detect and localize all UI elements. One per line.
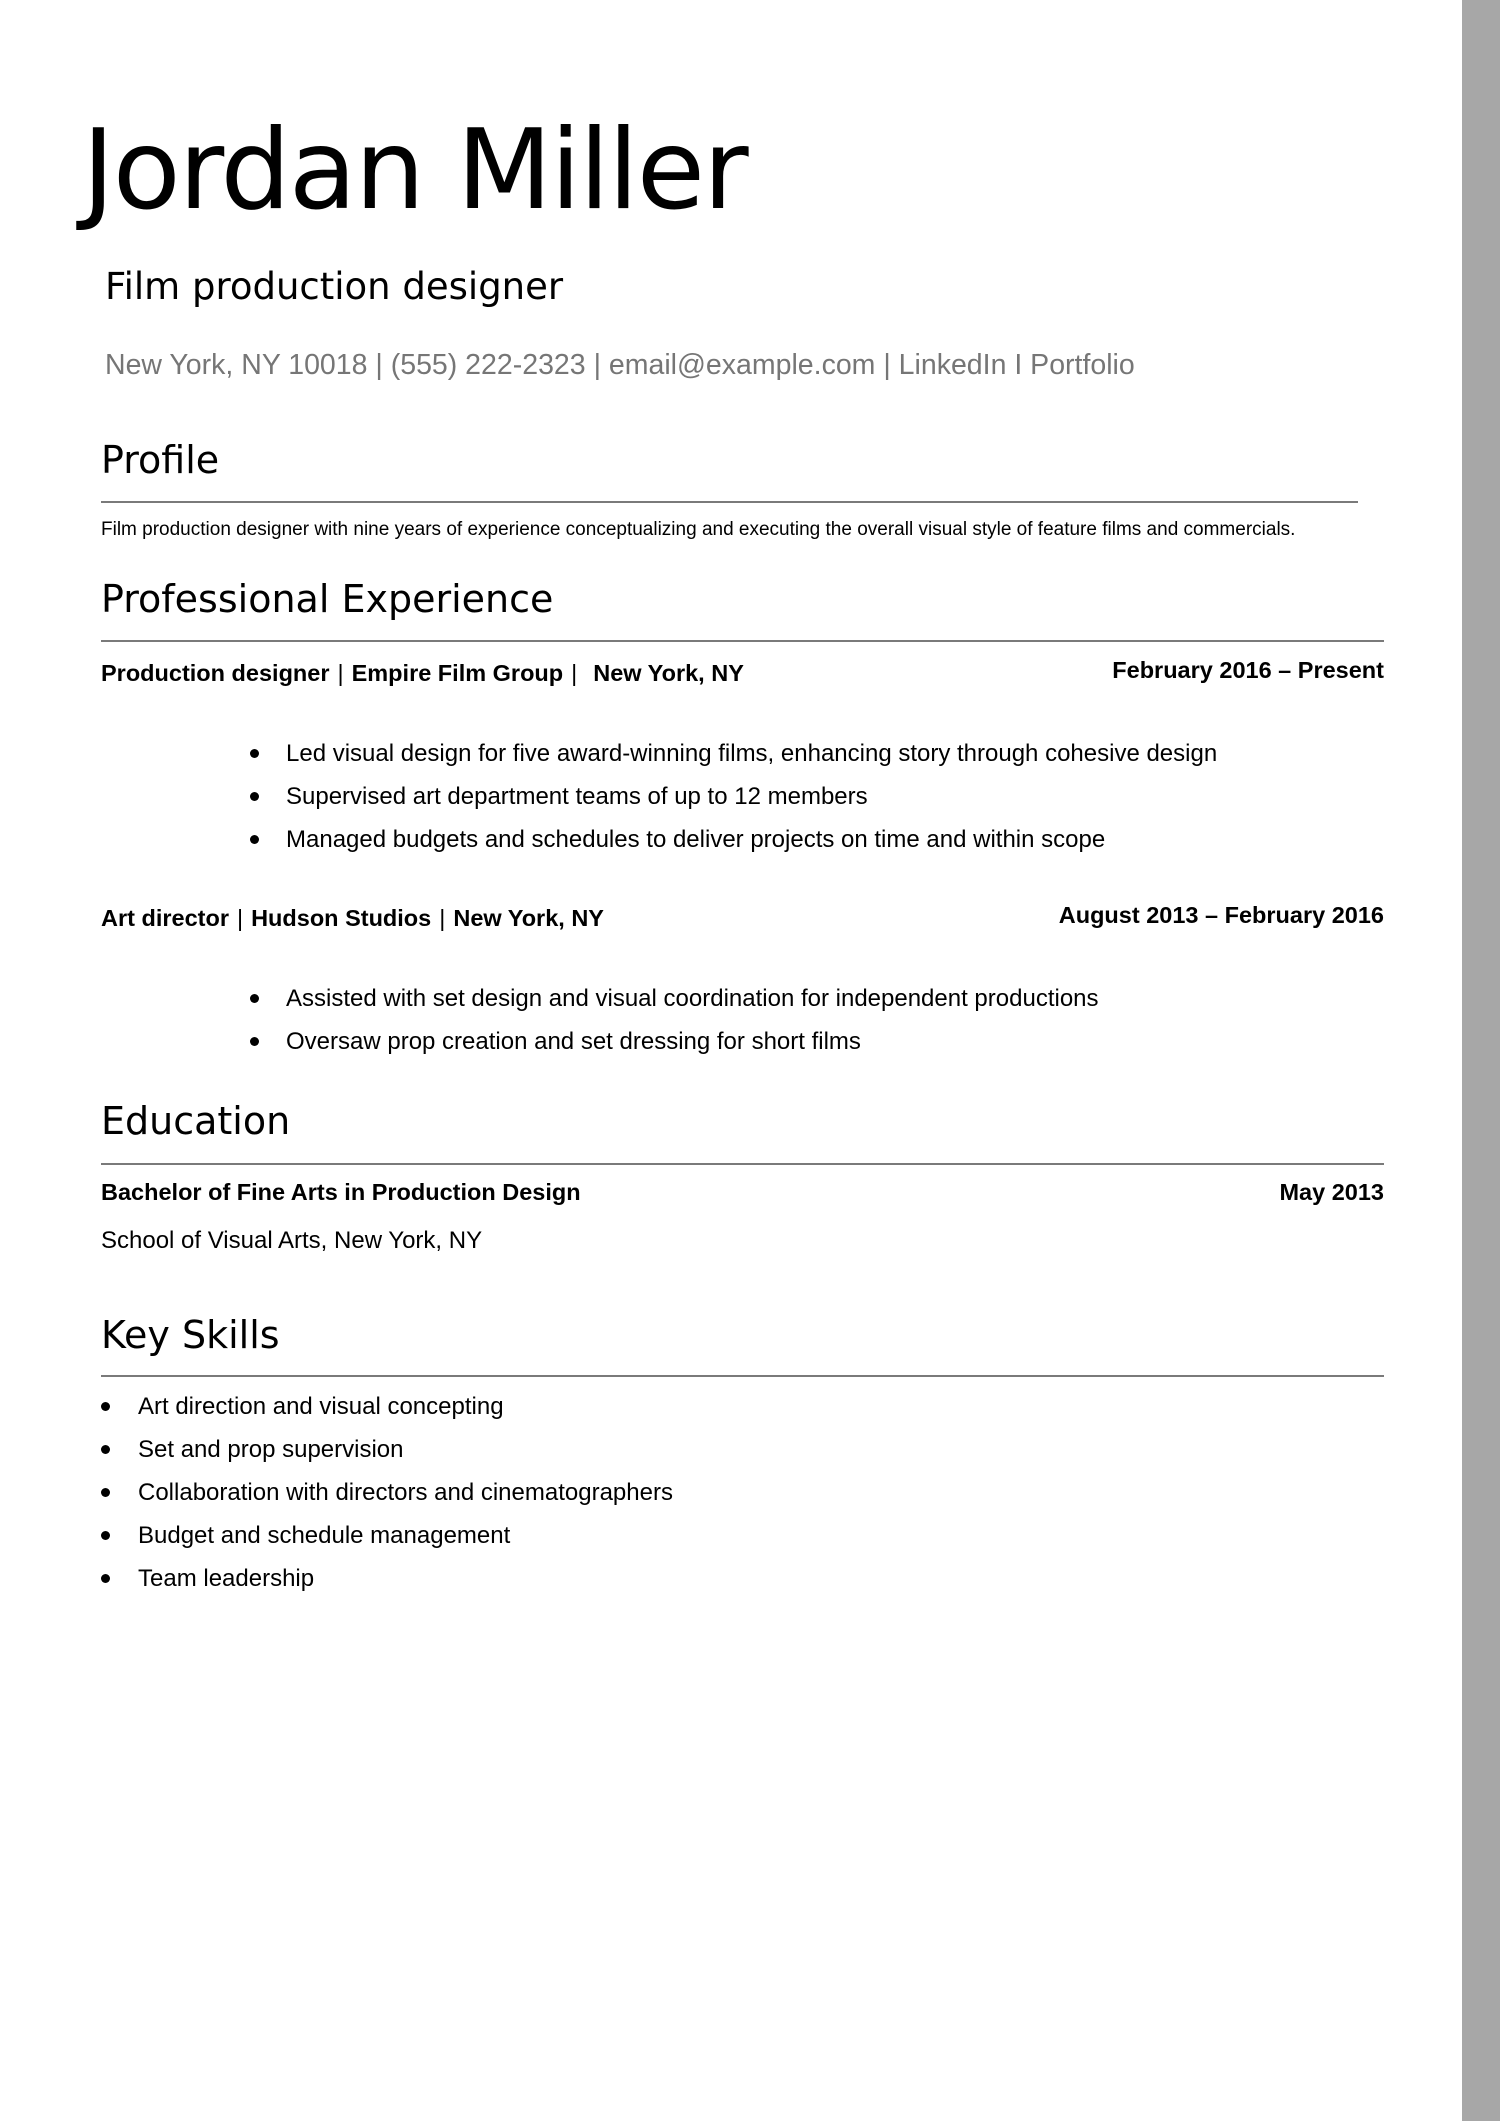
bullet-dot bbox=[101, 1488, 110, 1497]
skill-text: Collaboration with directors and cinematographers bbox=[138, 1479, 673, 1506]
bullet-dot bbox=[250, 792, 259, 801]
skill-text: Team leadership bbox=[138, 1565, 315, 1592]
contact-separator: | bbox=[883, 349, 891, 381]
list-item bbox=[101, 1438, 673, 1481]
bullet-text: Assisted with set design and visual coordination for independent productions bbox=[286, 985, 1099, 1012]
list-item bbox=[250, 785, 1217, 828]
job-heading bbox=[101, 662, 744, 686]
list-item bbox=[101, 1481, 673, 1524]
list-item bbox=[250, 1030, 1099, 1073]
job-location: New York, NY bbox=[453, 905, 604, 931]
contact-separator: | bbox=[375, 349, 383, 381]
skill-text: Art direction and visual concepting bbox=[138, 1393, 504, 1420]
bullet-text: Supervised art department teams of up to 12 members bbox=[286, 783, 868, 810]
section-divider bbox=[101, 640, 1384, 642]
bullet-text: Managed budgets and schedules to deliver projects on time and within scope bbox=[286, 826, 1106, 853]
section-title-education: Education bbox=[101, 1099, 291, 1143]
list-item bbox=[250, 987, 1099, 1030]
bullet-dot bbox=[101, 1402, 110, 1411]
bullet-dot bbox=[250, 1037, 259, 1046]
job-separator: | bbox=[571, 660, 578, 686]
skill-text: Set and prop supervision bbox=[138, 1436, 404, 1463]
contact-links[interactable]: LinkedIn I Portfolio bbox=[898, 349, 1135, 381]
job-dates: February 2016 – Present bbox=[1112, 657, 1384, 683]
contact-email[interactable]: email@example.com bbox=[608, 349, 876, 381]
job-company: Empire Film Group bbox=[351, 660, 564, 686]
bullet-dot bbox=[250, 835, 259, 844]
contact-separator: | bbox=[593, 349, 601, 381]
education-degree: Bachelor of Fine Arts in Production Design bbox=[101, 1179, 581, 1205]
job-company: Hudson Studios bbox=[251, 905, 432, 931]
bullet-text: Oversaw prop creation and set dressing for short films bbox=[286, 1028, 861, 1055]
bullet-dot bbox=[101, 1574, 110, 1583]
job-bullet-list bbox=[250, 742, 1217, 871]
job-bullet-list bbox=[250, 987, 1099, 1073]
job-position: Art director bbox=[101, 905, 229, 931]
candidate-name: Jordan Miller bbox=[82, 106, 747, 235]
job-separator: | bbox=[337, 660, 344, 686]
list-item bbox=[101, 1567, 673, 1610]
contact-line bbox=[105, 351, 1135, 380]
skills-list bbox=[101, 1395, 673, 1610]
bullet-dot bbox=[101, 1531, 110, 1540]
job-separator: | bbox=[236, 905, 244, 931]
bullet-dot bbox=[101, 1445, 110, 1454]
job-heading bbox=[101, 907, 604, 931]
bullet-dot bbox=[250, 994, 259, 1003]
job-separator: | bbox=[439, 905, 446, 931]
education-date: May 2013 bbox=[1279, 1179, 1384, 1205]
section-divider bbox=[101, 1375, 1384, 1377]
bullet-dot bbox=[250, 749, 259, 758]
education-school: School of Visual Arts, New York, NY bbox=[101, 1227, 483, 1254]
vertical-scrollbar[interactable] bbox=[1462, 0, 1500, 2121]
bullet-text: Led visual design for five award-winning films, enhancing story through cohesive design bbox=[286, 740, 1218, 767]
list-item bbox=[250, 742, 1217, 785]
list-item bbox=[101, 1524, 673, 1567]
section-divider bbox=[101, 501, 1358, 503]
contact-location: New York, NY 10018 bbox=[105, 349, 368, 381]
list-item bbox=[101, 1395, 673, 1438]
section-title-experience: Professional Experience bbox=[101, 577, 554, 621]
list-item bbox=[250, 828, 1217, 871]
profile-summary: Film production designer with nine years of experience conceptualizing and executing the overall visual style of feature films and commercials. bbox=[101, 519, 1296, 540]
section-divider bbox=[101, 1163, 1384, 1165]
candidate-role: Film production designer bbox=[105, 265, 564, 308]
job-position: Production designer bbox=[101, 660, 330, 686]
job-location: New York, NY bbox=[593, 660, 744, 686]
job-dates: August 2013 – February 2016 bbox=[1058, 902, 1384, 928]
section-title-profile: Profile bbox=[101, 438, 220, 482]
contact-phone: (555) 222-2323 bbox=[390, 349, 586, 381]
section-title-skills: Key Skills bbox=[101, 1313, 280, 1357]
skill-text: Budget and schedule management bbox=[138, 1522, 511, 1549]
